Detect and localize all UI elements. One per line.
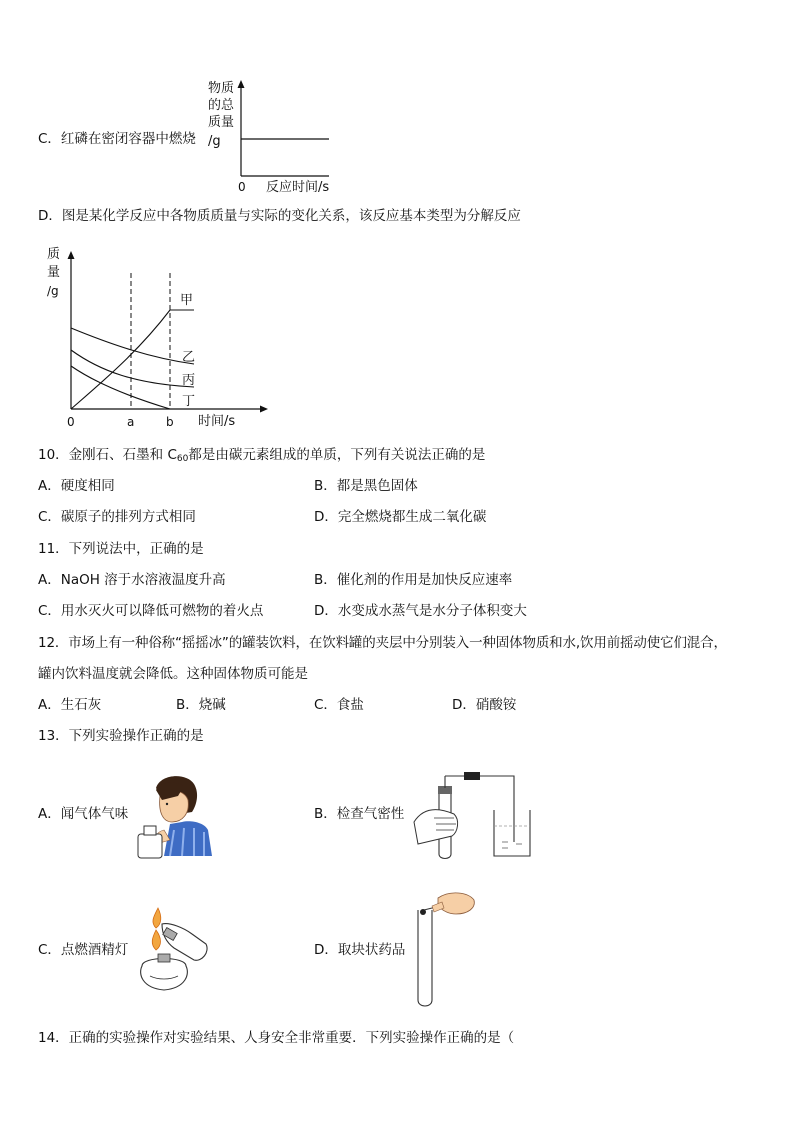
q11-option-d: D．水变成水蒸气是水分子体积变大 (314, 603, 527, 619)
q13-stem: 13．下列实验操作正确的是 (38, 728, 204, 744)
q13-option-c: C．点燃酒精灯 (38, 942, 129, 958)
q11-option-a: A．NaOH 溶于水溶液温度升高 (38, 572, 226, 588)
label-bing: 丙 (182, 373, 196, 388)
graph-d-ylabel-1: 质 (47, 247, 61, 262)
graph-c-ylabel-3: 质量 (208, 115, 235, 130)
graph-c (195, 78, 345, 198)
series-yi (71, 328, 194, 364)
q12-stem-line1: 12．市场上有一种俗称“摇摇冰”的罐装饮料，在饮料罐的夹层中分别装入一种固体物质和水,饮用前摇动使它们混合， (38, 635, 727, 651)
graph-d (40, 240, 280, 435)
q11-option-c: C．用水灭火可以降低可燃物的着火点 (38, 603, 264, 619)
graph-c-ylabel-4: /g (208, 134, 221, 149)
graph-c-ylabel-1: 物质 (208, 81, 235, 96)
smell-gas-illustration (134, 770, 214, 860)
graph-d-ylabel-3: /g (47, 284, 59, 298)
series-jia (71, 310, 194, 409)
light-alcohol-lamp-illustration (128, 904, 214, 996)
q11-stem: 11．下列说法中，正确的是 (38, 541, 204, 557)
label-yi: 乙 (182, 350, 196, 365)
graph-c-xlabel: 反应时间/s (266, 180, 330, 195)
q10-stem: 10．金刚石、石墨和 $C_{60}$都是由碳元素组成的单质，下列有关说法正确的是 (38, 447, 486, 464)
graph-c-ylabel-2: 的总 (208, 98, 235, 113)
take-solid-reagent-illustration (408, 888, 478, 1010)
q12-option-a: A．生石灰 (38, 697, 102, 713)
q12-option-c: C．食盐 (314, 697, 364, 713)
q11-option-b: B．催化剂的作用是加快反应速率 (314, 572, 513, 588)
graph-d-tick-a: a (127, 415, 135, 429)
series-ding (71, 366, 194, 409)
airtightness-check-illustration (408, 766, 534, 862)
q10-option-c: C．碳原子的排列方式相同 (38, 509, 196, 525)
graph-d-xlabel: 时间/s (198, 414, 236, 429)
q14-stem: 14．正确的实验操作对实验结果、人身安全非常重要．下列实验操作正确的是（ (38, 1030, 515, 1046)
q10-option-a: A．硬度相同 (38, 478, 115, 494)
graph-d-ylabel-2: 量 (47, 265, 61, 280)
graph-d-origin: 0 (67, 415, 75, 429)
q9-option-c: C．红磷在密闭容器中燃烧 (38, 131, 196, 147)
q12-option-d: D．硝酸铵 (452, 697, 517, 713)
q10-option-d: D．完全燃烧都生成二氧化碳 (314, 509, 487, 525)
q12-stem-line2: 罐内饮料温度就会降低。这种固体物质可能是 (38, 666, 308, 682)
q13-option-d: D．取块状药品 (314, 942, 406, 958)
q12-option-b: B．烧碱 (176, 697, 226, 713)
graph-d-tick-b: b (166, 415, 174, 429)
series-bing (71, 350, 194, 387)
q10-option-b: B．都是黑色固体 (314, 478, 418, 494)
q13-option-b: B．检查气密性 (314, 806, 405, 822)
q9-option-d: D．图是某化学反应中各物质质量与实际的变化关系，该反应基本类型为分解反应 (38, 208, 521, 224)
label-jia: 甲 (180, 293, 194, 308)
graph-c-origin: 0 (238, 180, 246, 194)
q13-option-a: A．闻气体气味 (38, 806, 129, 822)
label-ding: 丁 (182, 394, 196, 409)
